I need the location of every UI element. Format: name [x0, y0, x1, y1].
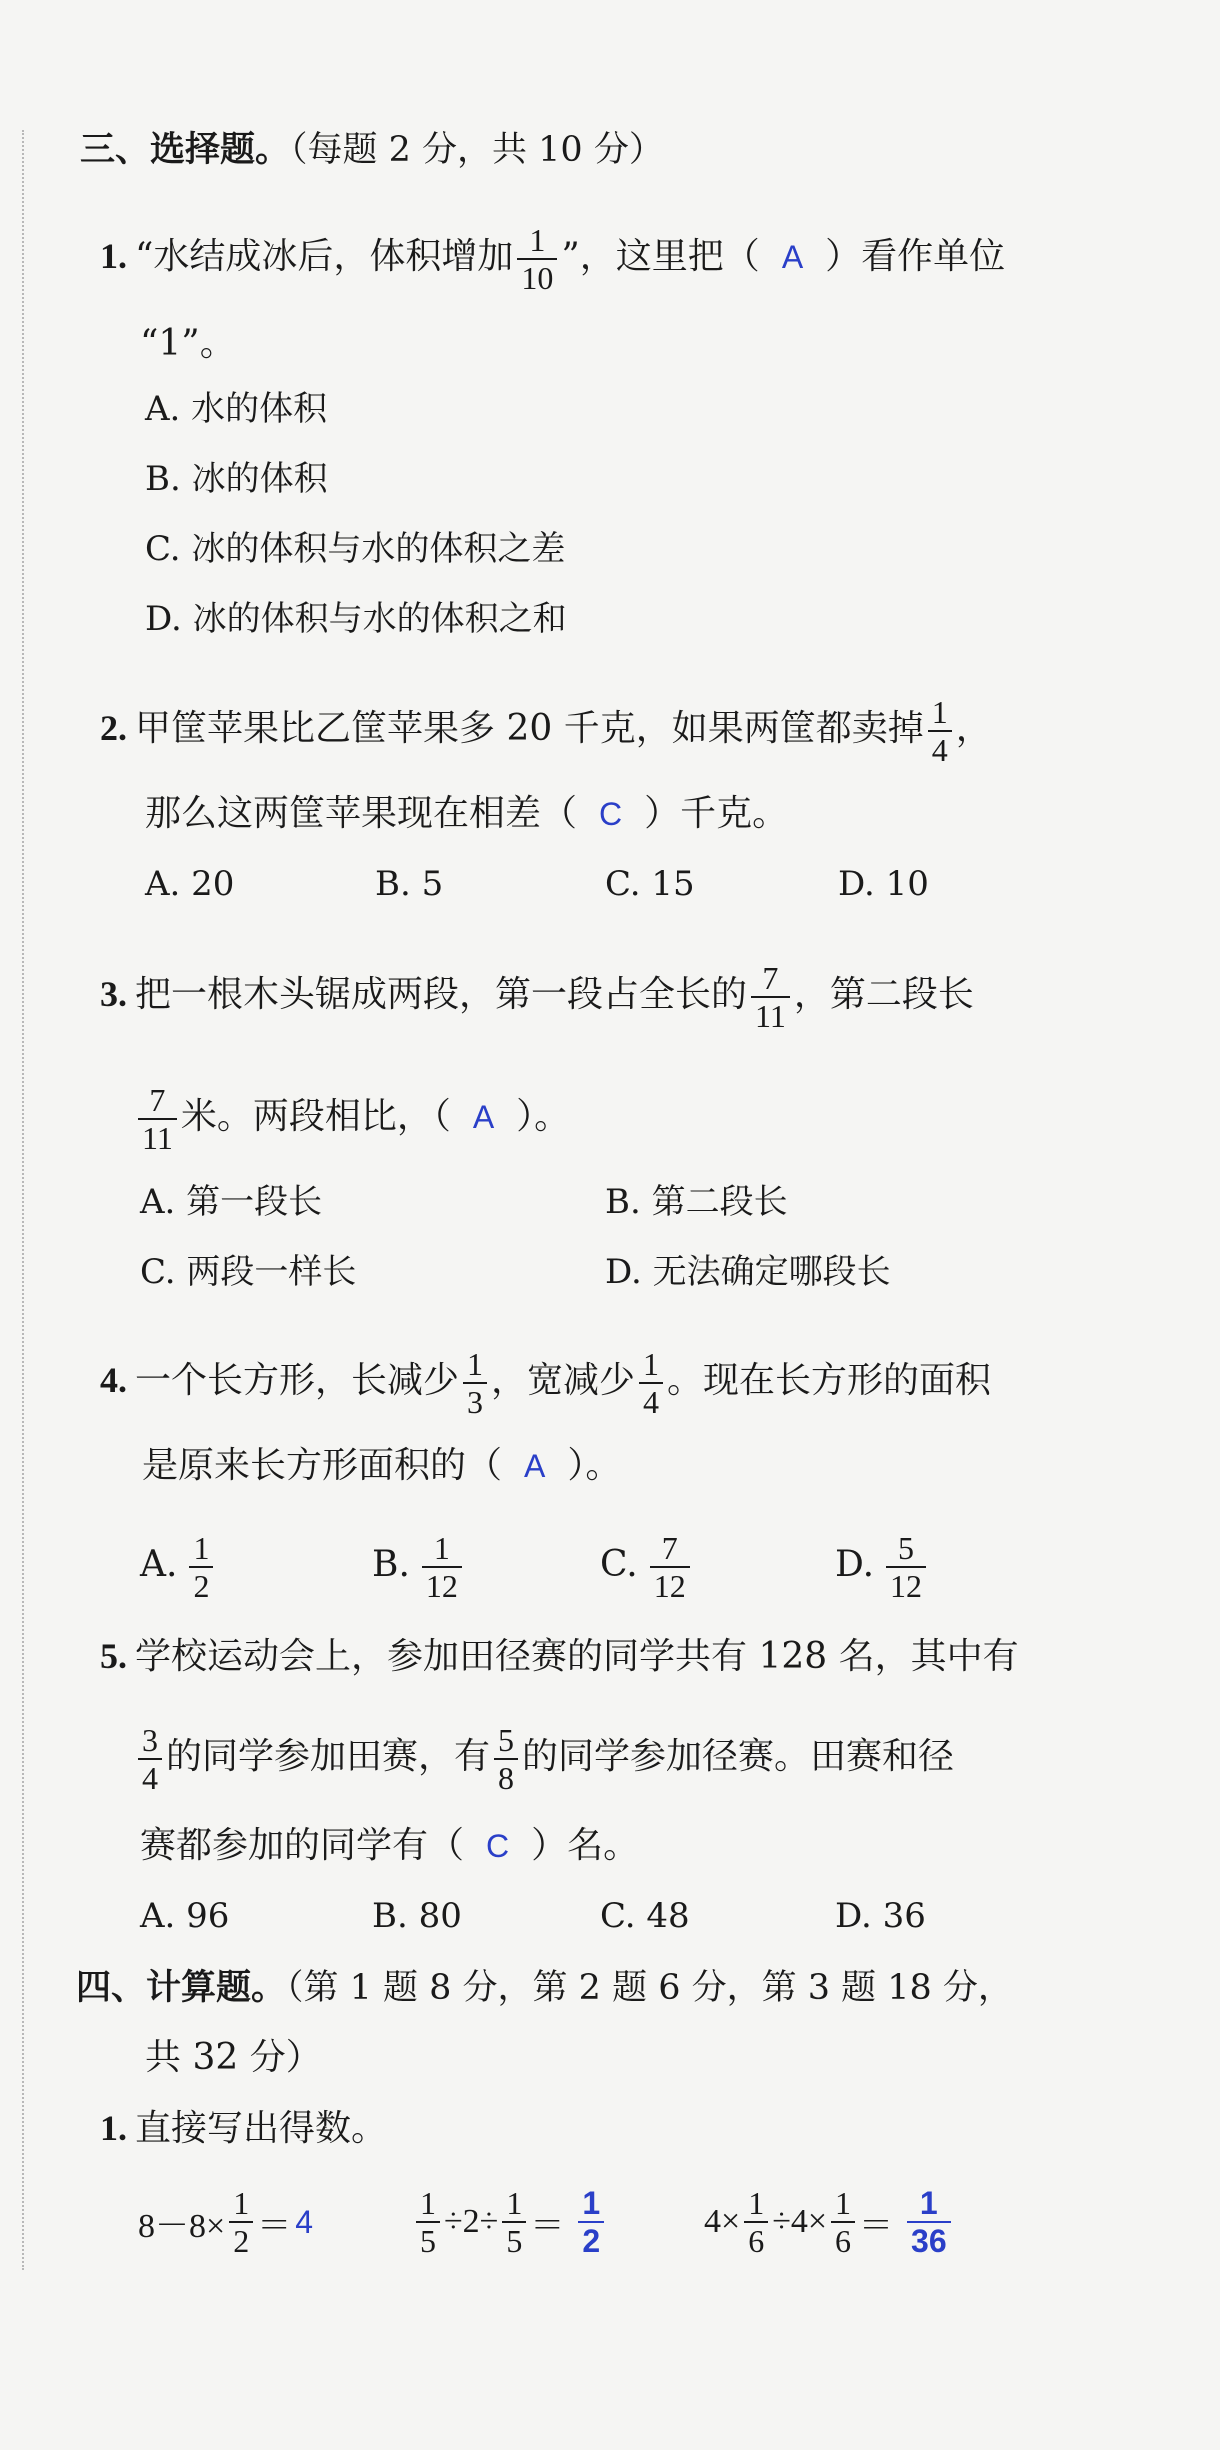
fraction-numerator: 1 — [420, 2185, 436, 2221]
fraction — [517, 222, 557, 296]
question-1-answer: A — [781, 239, 804, 275]
fraction — [229, 2185, 253, 2259]
equals-sign: ＝ — [257, 2207, 292, 2245]
expression-2 — [412, 2185, 608, 2259]
question-4-line-2 — [142, 1442, 621, 1490]
fraction-denominator: 36 — [907, 2221, 951, 2259]
fraction — [189, 1530, 213, 1604]
question-5-number: 5. — [100, 1636, 127, 1676]
question-2-text-3: 那么这两筐苹果现在相差（ — [145, 793, 578, 834]
question-2-number: 2. — [100, 708, 127, 748]
expression-3-text: 4× — [704, 2203, 741, 2240]
fraction — [751, 960, 790, 1034]
fraction — [463, 1346, 487, 1420]
question-2-text: 甲筐苹果比乙筐苹果多 20 千克，如果两筐都卖掉 — [135, 708, 924, 749]
fraction-numerator: 1 — [748, 2185, 765, 2221]
fraction-numerator: 1 — [835, 2185, 852, 2221]
question-5-option-d: D. 36 — [835, 1896, 926, 1936]
question-3-number: 3. — [100, 974, 127, 1014]
question-3-option-b: B. 第二段长 — [605, 1182, 788, 1222]
fraction-denominator: 5 — [502, 2221, 526, 2259]
question-3-option-c: C. 两段一样长 — [140, 1252, 357, 1292]
question-5-text-2: 的同学参加田赛，有 — [166, 1736, 491, 1777]
fraction — [138, 1082, 177, 1156]
question-4-option-d — [835, 1530, 930, 1604]
fraction — [416, 2185, 440, 2259]
question-5-option-b: B. 80 — [372, 1896, 462, 1936]
fraction-numerator: 1 — [931, 694, 948, 730]
question-2-answer: C — [599, 796, 623, 832]
question-5-option-c: C. 48 — [600, 1896, 690, 1936]
question-2-text-2: ， — [955, 708, 992, 749]
equals-sign: ＝ — [530, 2207, 565, 2245]
question-1-number: 1. — [100, 236, 127, 276]
section-4-heading — [76, 1964, 1013, 2012]
section-3-note: （每题 2 分，共 10 分） — [290, 130, 664, 170]
fraction-numerator: 1 — [529, 222, 546, 258]
fraction-denominator: 6 — [831, 2221, 855, 2259]
fraction-denominator: 2 — [229, 2221, 253, 2259]
question-4-number: 4. — [100, 1360, 127, 1400]
question-2-option-d: D. 10 — [838, 864, 929, 904]
fraction — [138, 1722, 162, 1796]
question-4-option-a — [140, 1530, 217, 1604]
fraction-denominator: 2 — [189, 1566, 213, 1604]
fraction — [831, 2185, 855, 2259]
question-2-option-a: A. 20 — [145, 864, 235, 904]
question-5-text: 学校运动会上，参加田径赛的同学共有 128 名，其中有 — [135, 1636, 1019, 1677]
question-4-text-4: 是原来长方形面积的（ — [142, 1445, 503, 1486]
fraction-numerator: 1 — [467, 1346, 484, 1382]
fraction-denominator: 5 — [416, 2221, 440, 2259]
expression-3-text-2: ÷4× — [772, 2203, 828, 2240]
fraction — [886, 1530, 926, 1604]
fraction-denominator: 2 — [578, 2221, 604, 2259]
question-3-text-3: 米。两段相比，（ — [180, 1096, 451, 1137]
fraction-denominator: 12 — [886, 1566, 926, 1604]
question-5-text-4: 赛都参加的同学有（ — [140, 1825, 465, 1866]
expression-3 — [704, 2185, 955, 2259]
expression-2-text: ÷2÷ — [444, 2203, 499, 2240]
expression-1 — [138, 2185, 313, 2259]
fraction-numerator: 1 — [433, 1530, 450, 1566]
fraction-denominator: 6 — [744, 2221, 768, 2259]
question-1-option-a: A. 水的体积 — [145, 389, 328, 429]
option-label: D. — [835, 1544, 875, 1585]
fraction — [744, 2185, 768, 2259]
question-2-option-c: C. 15 — [605, 864, 695, 904]
question-4-option-b — [372, 1530, 466, 1604]
fraction-denominator: 4 — [138, 1758, 162, 1796]
question-5-line-3 — [140, 1822, 639, 1870]
fraction-numerator: 7 — [149, 1082, 166, 1118]
fraction-denominator: 4 — [639, 1382, 663, 1420]
fraction — [502, 2185, 526, 2259]
option-label: A. — [140, 1544, 178, 1585]
question-3-line-1 — [100, 960, 974, 1034]
section-3-title: 三、选择题。 — [80, 130, 291, 170]
calc-1-number: 1. — [100, 2108, 127, 2148]
fraction-denominator: 3 — [463, 1382, 487, 1420]
option-label: B. — [372, 1544, 410, 1585]
question-1-option-d: D. 冰的体积与水的体积之和 — [145, 599, 567, 639]
fraction-numerator: 1 — [643, 1346, 660, 1382]
calc-1-title: 直接写出得数。 — [135, 2108, 388, 2149]
question-3-text: 把一根木头锯成两段，第一段占全长的 — [135, 974, 748, 1015]
fraction-denominator: 12 — [650, 1566, 690, 1604]
fraction-numerator: 5 — [498, 1722, 515, 1758]
equals-sign: ＝ — [859, 2207, 894, 2245]
fraction-denominator: 4 — [928, 730, 952, 768]
calc-1-heading — [100, 2104, 387, 2153]
question-3-line-2 — [138, 1082, 570, 1156]
fraction-numerator: 5 — [898, 1530, 915, 1566]
question-3-text-2: ，第二段长 — [793, 974, 974, 1015]
question-5-line-2 — [138, 1722, 954, 1796]
question-4-text: 一个长方形，长减少 — [135, 1360, 460, 1401]
fraction-numerator: 1 — [582, 2185, 601, 2221]
question-3-answer: A — [472, 1099, 495, 1135]
fraction-numerator: 3 — [142, 1722, 158, 1758]
fraction-numerator: 1 — [506, 2185, 523, 2221]
fraction — [639, 1346, 663, 1420]
question-5-option-a: A. 96 — [140, 1896, 230, 1936]
expression-1-text: 8－8× — [138, 2207, 226, 2245]
question-2-option-b: B. 5 — [375, 864, 444, 904]
question-1-line-1 — [100, 222, 1005, 296]
fraction-denominator: 11 — [751, 996, 790, 1034]
fraction-numerator: 1 — [919, 2185, 938, 2221]
question-4-line-1 — [100, 1346, 991, 1420]
question-3-text-4: ）。 — [516, 1096, 571, 1137]
fraction-denominator: 11 — [138, 1118, 177, 1156]
fraction — [422, 1530, 462, 1604]
question-2-line-2 — [145, 790, 788, 838]
question-1-text-2: ”，这里把（ — [561, 236, 760, 277]
margin-dotted-line — [22, 130, 24, 2270]
question-1-option-b: B. 冰的体积 — [145, 459, 328, 499]
question-1-text: “水结成冰后，体积增加 — [135, 236, 514, 277]
question-5-text-5: ）名。 — [531, 1825, 640, 1866]
question-1-text-3: ）看作单位 — [825, 236, 1006, 277]
question-3-option-d: D. 无法确定哪段长 — [605, 1252, 891, 1292]
expression-3-answer — [907, 2185, 951, 2259]
expression-2-answer — [578, 2185, 604, 2259]
question-3-option-a: A. 第一段长 — [140, 1182, 323, 1222]
fraction-denominator: 8 — [494, 1758, 518, 1796]
question-1-line-2: “1”。 — [140, 323, 236, 364]
section-4-note-2: 共 32 分） — [145, 2037, 322, 2078]
fraction-numerator: 7 — [762, 960, 779, 996]
question-4-option-c — [600, 1530, 694, 1604]
question-4-text-2: ，宽减少 — [491, 1360, 636, 1401]
fraction-denominator: 10 — [517, 258, 557, 296]
question-5-text-3: 的同学参加径赛。田赛和径 — [522, 1736, 955, 1777]
question-5-line-1 — [100, 1632, 1019, 1681]
section-4-note: （第 1 题 8 分，第 2 题 6 分，第 3 题 18 分， — [286, 1968, 1013, 2008]
expression-1-answer: 4 — [295, 2203, 313, 2240]
fraction — [928, 694, 952, 768]
question-4-answer: A — [524, 1448, 546, 1484]
fraction-denominator: 12 — [422, 1566, 462, 1604]
question-1-option-c: C. 冰的体积与水的体积之差 — [145, 529, 566, 569]
question-2-line-1 — [100, 694, 992, 768]
fraction — [494, 1722, 518, 1796]
fraction-numerator: 1 — [233, 2185, 250, 2221]
question-4-text-5: ）。 — [567, 1445, 622, 1486]
fraction-numerator: 1 — [193, 1530, 210, 1566]
question-4-text-3: 。现在长方形的面积 — [667, 1360, 992, 1401]
option-label: C. — [600, 1544, 638, 1585]
section-3-heading — [80, 126, 664, 174]
fraction — [650, 1530, 690, 1604]
fraction-numerator: 7 — [661, 1530, 678, 1566]
section-4-title: 四、计算题。 — [76, 1968, 287, 2008]
question-5-answer: C — [486, 1828, 510, 1864]
question-2-text-4: ）千克。 — [644, 793, 789, 834]
